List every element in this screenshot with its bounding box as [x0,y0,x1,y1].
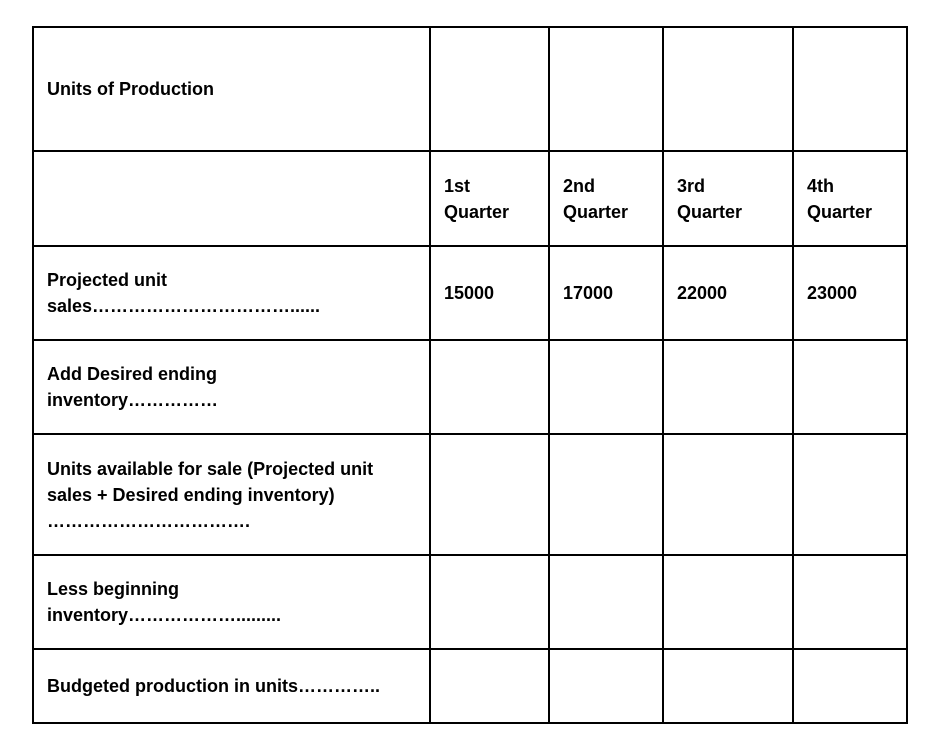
cell-q3: 22000 [663,246,793,340]
empty-cell [33,151,430,246]
cell-q3 [663,555,793,649]
cell-q1 [430,649,549,723]
quarter-header-3: 3rd Quarter [663,151,793,246]
table-row-less-beginning-inventory [33,555,907,649]
cell-q4: 23000 [793,246,907,340]
quarter-header-row [33,151,907,246]
table-row-budgeted-production [33,649,907,723]
quarter-header-1: 1st Quarter [430,151,549,246]
cell-q2 [549,555,663,649]
cell-q4 [793,649,907,723]
cell-q4 [793,340,907,434]
cell-q3 [663,340,793,434]
cell-q3 [663,649,793,723]
table-row-units-available-for-sale [33,434,907,555]
row-label: Less beginning inventory………………......... [33,555,430,649]
cell-q4 [793,434,907,555]
quarter-header-2: 2nd Quarter [549,151,663,246]
cell-q3 [663,434,793,555]
row-label: Units available for sale (Projected unit sales + Desired ending inventory) ……………………………. [33,434,430,555]
cell-q1: 15000 [430,246,549,340]
quarter-header-4: 4th Quarter [793,151,907,246]
cell-q1 [430,434,549,555]
units-of-production-table [32,26,908,724]
cell-q1 [430,555,549,649]
table-row-desired-ending-inventory [33,340,907,434]
empty-cell [663,27,793,151]
row-label: Projected unit sales……………………………...... [33,246,430,340]
table-row-projected-unit-sales [33,246,907,340]
empty-cell [430,27,549,151]
empty-cell [549,27,663,151]
cell-q2 [549,340,663,434]
cell-q4 [793,555,907,649]
row-label: Add Desired ending inventory…………… [33,340,430,434]
title-row [33,27,907,151]
row-label: Budgeted production in units………….. [33,649,430,723]
cell-q2: 17000 [549,246,663,340]
cell-q2 [549,649,663,723]
empty-cell [793,27,907,151]
cell-q1 [430,340,549,434]
table-title: Units of Production [33,27,430,151]
cell-q2 [549,434,663,555]
